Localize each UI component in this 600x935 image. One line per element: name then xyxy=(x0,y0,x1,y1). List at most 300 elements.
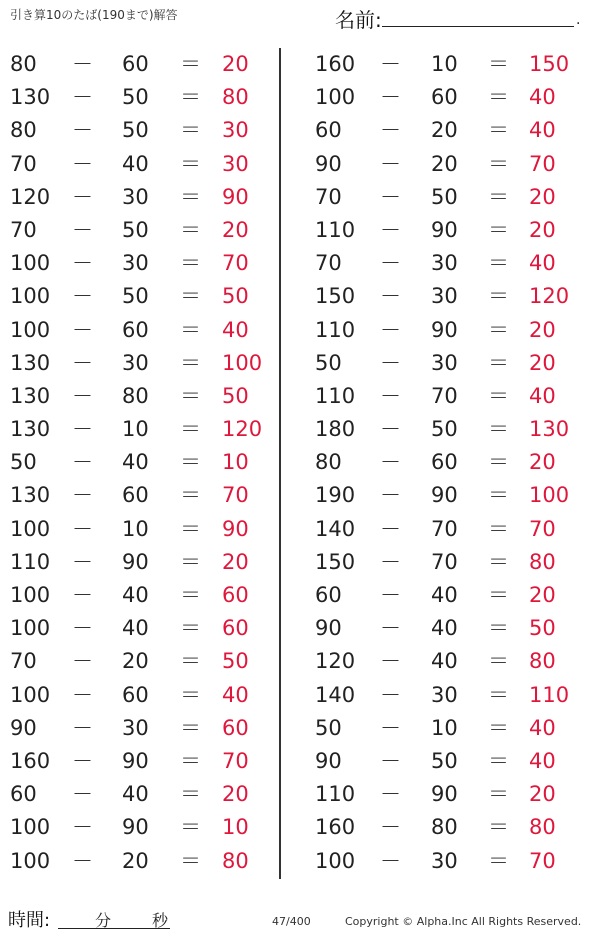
minus-sign: － xyxy=(72,417,93,442)
subtrahend: 20 xyxy=(431,118,458,143)
problem-row xyxy=(0,48,275,81)
minus-sign: － xyxy=(72,151,93,176)
problem-column-left xyxy=(0,48,275,878)
answer: 60 xyxy=(222,583,249,607)
minuend: 70 xyxy=(10,151,37,176)
subtrahend: 30 xyxy=(431,284,458,309)
answer: 80 xyxy=(222,85,249,110)
minuend: 100 xyxy=(10,251,51,276)
minuend: 140 xyxy=(315,682,356,707)
subtrahend: 60 xyxy=(122,317,149,342)
minus-sign: － xyxy=(380,217,401,242)
minuend: 80 xyxy=(10,52,37,76)
minuend: 160 xyxy=(315,815,356,840)
answer: 50 xyxy=(222,649,249,674)
subtrahend: 50 xyxy=(122,217,149,242)
problem-row xyxy=(300,181,600,214)
subtrahend: 40 xyxy=(122,583,149,607)
subtrahend: 40 xyxy=(122,151,149,176)
subtrahend: 90 xyxy=(431,782,458,807)
name-label: 名前: xyxy=(335,8,382,32)
answer: 20 xyxy=(529,184,556,209)
problem-row xyxy=(300,479,600,512)
equals-sign: ＝ xyxy=(180,118,201,143)
subtrahend: 50 xyxy=(431,748,458,773)
minuend: 90 xyxy=(315,616,342,641)
minuend: 50 xyxy=(315,715,342,740)
problem-row xyxy=(300,446,600,479)
minus-sign: － xyxy=(72,782,93,807)
problem-row xyxy=(300,247,600,280)
subtrahend: 30 xyxy=(122,184,149,209)
subtrahend: 30 xyxy=(431,251,458,276)
minuend: 60 xyxy=(315,583,342,607)
minuend: 120 xyxy=(315,649,356,674)
equals-sign: ＝ xyxy=(488,350,509,375)
minuend: 130 xyxy=(10,483,51,508)
minus-sign: － xyxy=(72,85,93,110)
minus-sign: － xyxy=(72,616,93,641)
equals-sign: ＝ xyxy=(488,184,509,209)
problem-row xyxy=(300,679,600,712)
minus-sign: － xyxy=(72,848,93,873)
equals-sign: ＝ xyxy=(180,317,201,342)
equals-sign: ＝ xyxy=(180,217,201,242)
answer: 50 xyxy=(222,284,249,309)
problem-row xyxy=(300,645,600,678)
answer: 70 xyxy=(222,748,249,773)
subtrahend: 90 xyxy=(122,549,149,574)
page-number: 47/400 xyxy=(272,915,311,928)
minuend: 150 xyxy=(315,284,356,309)
minus-sign: － xyxy=(72,184,93,209)
minus-sign: － xyxy=(380,383,401,408)
minus-sign: － xyxy=(380,583,401,607)
answer: 20 xyxy=(222,782,249,807)
subtrahend: 50 xyxy=(122,284,149,309)
answer: 70 xyxy=(529,151,556,176)
problem-row xyxy=(0,347,275,380)
minus-sign: － xyxy=(380,118,401,143)
problem-row xyxy=(0,712,275,745)
equals-sign: ＝ xyxy=(180,52,201,76)
problem-row xyxy=(0,446,275,479)
subtrahend: 50 xyxy=(431,417,458,442)
subtrahend: 10 xyxy=(431,715,458,740)
problem-row xyxy=(0,612,275,645)
answer: 20 xyxy=(529,450,556,475)
minus-sign: － xyxy=(380,251,401,276)
problem-row xyxy=(0,645,275,678)
subtrahend: 30 xyxy=(122,251,149,276)
minus-sign: － xyxy=(380,417,401,442)
answer: 10 xyxy=(222,450,249,475)
subtrahend: 40 xyxy=(431,649,458,674)
equals-sign: ＝ xyxy=(488,715,509,740)
answer: 70 xyxy=(222,483,249,508)
equals-sign: ＝ xyxy=(488,583,509,607)
minuend: 100 xyxy=(10,516,51,541)
minus-sign: － xyxy=(380,748,401,773)
problem-row xyxy=(0,811,275,844)
problem-row xyxy=(300,347,600,380)
equals-sign: ＝ xyxy=(180,151,201,176)
answer: 40 xyxy=(529,251,556,276)
problem-row xyxy=(300,579,600,612)
minus-sign: － xyxy=(72,715,93,740)
minuend: 150 xyxy=(315,549,356,574)
subtrahend: 90 xyxy=(122,815,149,840)
equals-sign: ＝ xyxy=(180,483,201,508)
minus-sign: － xyxy=(72,52,93,76)
equals-sign: ＝ xyxy=(180,184,201,209)
problem-row xyxy=(300,612,600,645)
minuend: 130 xyxy=(10,85,51,110)
answer: 150 xyxy=(529,52,570,76)
minus-sign: － xyxy=(380,682,401,707)
problem-row xyxy=(300,314,600,347)
equals-sign: ＝ xyxy=(180,682,201,707)
problem-row xyxy=(0,679,275,712)
problem-row xyxy=(300,48,600,81)
equals-sign: ＝ xyxy=(180,715,201,740)
problem-row xyxy=(300,513,600,546)
minuend: 50 xyxy=(315,350,342,375)
equals-sign: ＝ xyxy=(488,682,509,707)
answer: 40 xyxy=(529,715,556,740)
answer: 20 xyxy=(529,217,556,242)
problem-row xyxy=(300,845,600,878)
minus-sign: － xyxy=(380,184,401,209)
equals-sign: ＝ xyxy=(180,649,201,674)
minutes-label: 分 xyxy=(95,911,112,930)
minuend: 100 xyxy=(10,848,51,873)
minuend: 180 xyxy=(315,417,356,442)
minus-sign: － xyxy=(380,52,401,76)
subtrahend: 10 xyxy=(122,516,149,541)
equals-sign: ＝ xyxy=(488,251,509,276)
answer: 90 xyxy=(222,184,249,209)
minus-sign: － xyxy=(380,616,401,641)
minus-sign: － xyxy=(72,251,93,276)
problem-row xyxy=(300,413,600,446)
minuend: 90 xyxy=(315,151,342,176)
subtrahend: 70 xyxy=(431,516,458,541)
subtrahend: 50 xyxy=(431,184,458,209)
minuend: 100 xyxy=(315,85,356,110)
problem-row xyxy=(0,314,275,347)
answer: 40 xyxy=(529,118,556,143)
equals-sign: ＝ xyxy=(180,251,201,276)
subtrahend: 50 xyxy=(122,85,149,110)
equals-sign: ＝ xyxy=(488,284,509,309)
equals-sign: ＝ xyxy=(488,450,509,475)
minuend: 50 xyxy=(10,450,37,475)
subtrahend: 40 xyxy=(122,782,149,807)
minus-sign: － xyxy=(72,815,93,840)
problem-row xyxy=(0,845,275,878)
answer: 10 xyxy=(222,815,249,840)
minuend: 160 xyxy=(10,748,51,773)
minuend: 120 xyxy=(10,184,51,209)
equals-sign: ＝ xyxy=(488,317,509,342)
subtrahend: 90 xyxy=(431,317,458,342)
equals-sign: ＝ xyxy=(488,649,509,674)
answer: 130 xyxy=(529,417,570,442)
equals-sign: ＝ xyxy=(488,52,509,76)
minus-sign: － xyxy=(72,317,93,342)
problem-row xyxy=(300,712,600,745)
problem-column-right xyxy=(300,48,600,878)
subtrahend: 40 xyxy=(431,616,458,641)
minuend: 190 xyxy=(315,483,356,508)
minus-sign: － xyxy=(72,383,93,408)
problem-row xyxy=(0,181,275,214)
problem-row xyxy=(300,546,600,579)
minus-sign: － xyxy=(72,748,93,773)
subtrahend: 20 xyxy=(431,151,458,176)
problem-row xyxy=(0,280,275,313)
equals-sign: ＝ xyxy=(488,616,509,641)
equals-sign: ＝ xyxy=(488,383,509,408)
equals-sign: ＝ xyxy=(488,748,509,773)
minus-sign: － xyxy=(380,649,401,674)
answer: 40 xyxy=(529,748,556,773)
subtrahend: 30 xyxy=(431,350,458,375)
minus-sign: － xyxy=(380,85,401,110)
answer: 20 xyxy=(529,782,556,807)
minus-sign: － xyxy=(380,284,401,309)
subtrahend: 30 xyxy=(431,848,458,873)
equals-sign: ＝ xyxy=(180,85,201,110)
equals-sign: ＝ xyxy=(180,748,201,773)
minuend: 110 xyxy=(315,782,356,807)
equals-sign: ＝ xyxy=(180,516,201,541)
subtrahend: 30 xyxy=(122,350,149,375)
minus-sign: － xyxy=(380,782,401,807)
subtrahend: 40 xyxy=(122,616,149,641)
minuend: 100 xyxy=(10,583,51,607)
subtrahend: 90 xyxy=(122,748,149,773)
minus-sign: － xyxy=(380,715,401,740)
subtrahend: 60 xyxy=(122,682,149,707)
answer: 100 xyxy=(222,350,263,375)
equals-sign: ＝ xyxy=(180,383,201,408)
problem-row xyxy=(0,380,275,413)
minuend: 80 xyxy=(10,118,37,143)
equals-sign: ＝ xyxy=(180,549,201,574)
answer: 70 xyxy=(529,848,556,873)
subtrahend: 70 xyxy=(431,549,458,574)
equals-sign: ＝ xyxy=(180,848,201,873)
problem-row xyxy=(0,114,275,147)
minuend: 100 xyxy=(10,682,51,707)
answer: 80 xyxy=(529,815,556,840)
seconds-label: 秒 xyxy=(152,911,169,930)
subtrahend: 60 xyxy=(431,85,458,110)
minus-sign: － xyxy=(72,450,93,475)
equals-sign: ＝ xyxy=(180,450,201,475)
problem-row xyxy=(300,148,600,181)
equals-sign: ＝ xyxy=(488,151,509,176)
problem-row xyxy=(300,114,600,147)
answer: 100 xyxy=(529,483,570,508)
problem-row xyxy=(300,214,600,247)
minuend: 110 xyxy=(315,317,356,342)
answer: 20 xyxy=(222,52,249,76)
name-line-end: . xyxy=(576,12,581,28)
answer: 50 xyxy=(222,383,249,408)
subtrahend: 60 xyxy=(122,483,149,508)
subtrahend: 80 xyxy=(431,815,458,840)
subtrahend: 70 xyxy=(431,383,458,408)
equals-sign: ＝ xyxy=(180,350,201,375)
minuend: 110 xyxy=(315,383,356,408)
minus-sign: － xyxy=(72,350,93,375)
minuend: 70 xyxy=(10,217,37,242)
problem-row xyxy=(0,778,275,811)
minuend: 90 xyxy=(315,748,342,773)
subtrahend: 20 xyxy=(122,649,149,674)
minus-sign: － xyxy=(72,549,93,574)
answer: 30 xyxy=(222,151,249,176)
copyright: Copyright © Alpha.Inc All Rights Reserved. xyxy=(345,915,582,928)
answer: 120 xyxy=(529,284,570,309)
minuend: 60 xyxy=(315,118,342,143)
equals-sign: ＝ xyxy=(488,417,509,442)
problem-row xyxy=(0,579,275,612)
minus-sign: － xyxy=(380,450,401,475)
equals-sign: ＝ xyxy=(488,516,509,541)
minus-sign: － xyxy=(380,350,401,375)
minuend: 160 xyxy=(315,52,356,76)
minus-sign: － xyxy=(380,848,401,873)
subtrahend: 30 xyxy=(431,682,458,707)
answer: 30 xyxy=(222,118,249,143)
equals-sign: ＝ xyxy=(488,549,509,574)
problem-row xyxy=(300,745,600,778)
minus-sign: － xyxy=(72,682,93,707)
minuend: 100 xyxy=(10,284,51,309)
answer: 20 xyxy=(222,549,249,574)
minus-sign: － xyxy=(72,118,93,143)
name-line xyxy=(382,26,574,27)
equals-sign: ＝ xyxy=(180,583,201,607)
answer: 110 xyxy=(529,682,570,707)
answer: 90 xyxy=(222,516,249,541)
time-label: 時間: xyxy=(8,910,51,931)
answer: 20 xyxy=(529,350,556,375)
minuend: 60 xyxy=(10,782,37,807)
problem-row xyxy=(0,479,275,512)
minuend: 70 xyxy=(315,184,342,209)
minus-sign: － xyxy=(380,549,401,574)
minus-sign: － xyxy=(380,151,401,176)
subtrahend: 80 xyxy=(122,383,149,408)
equals-sign: ＝ xyxy=(180,815,201,840)
subtrahend: 50 xyxy=(122,118,149,143)
equals-sign: ＝ xyxy=(488,848,509,873)
minus-sign: － xyxy=(380,516,401,541)
problem-row xyxy=(300,811,600,844)
problem-row xyxy=(300,380,600,413)
subtrahend: 90 xyxy=(431,483,458,508)
minuend: 100 xyxy=(10,616,51,641)
problem-row xyxy=(300,81,600,114)
minuend: 130 xyxy=(10,350,51,375)
subtrahend: 10 xyxy=(431,52,458,76)
minuend: 80 xyxy=(315,450,342,475)
equals-sign: ＝ xyxy=(180,417,201,442)
answer: 80 xyxy=(222,848,249,873)
equals-sign: ＝ xyxy=(488,217,509,242)
minus-sign: － xyxy=(72,649,93,674)
answer: 80 xyxy=(529,549,556,574)
equals-sign: ＝ xyxy=(488,782,509,807)
minuend: 140 xyxy=(315,516,356,541)
answer: 120 xyxy=(222,417,263,442)
minuend: 70 xyxy=(315,251,342,276)
equals-sign: ＝ xyxy=(488,118,509,143)
answer: 20 xyxy=(529,583,556,607)
minus-sign: － xyxy=(72,583,93,607)
answer: 80 xyxy=(529,649,556,674)
answer: 50 xyxy=(529,616,556,641)
answer: 20 xyxy=(222,217,249,242)
problem-row xyxy=(0,214,275,247)
minuend: 100 xyxy=(10,815,51,840)
subtrahend: 90 xyxy=(431,217,458,242)
problem-row xyxy=(0,413,275,446)
minuend: 110 xyxy=(315,217,356,242)
minus-sign: － xyxy=(380,317,401,342)
problem-row xyxy=(0,546,275,579)
subtrahend: 10 xyxy=(122,417,149,442)
minus-sign: － xyxy=(72,516,93,541)
problem-row xyxy=(0,745,275,778)
minuend: 110 xyxy=(10,549,51,574)
answer: 40 xyxy=(529,383,556,408)
answer: 40 xyxy=(222,682,249,707)
subtrahend: 60 xyxy=(431,450,458,475)
answer: 20 xyxy=(529,317,556,342)
equals-sign: ＝ xyxy=(488,815,509,840)
minuend: 70 xyxy=(10,649,37,674)
equals-sign: ＝ xyxy=(180,284,201,309)
problem-row xyxy=(0,81,275,114)
answer: 60 xyxy=(222,715,249,740)
subtrahend: 30 xyxy=(122,715,149,740)
answer: 40 xyxy=(529,85,556,110)
minuend: 100 xyxy=(315,848,356,873)
answer: 70 xyxy=(222,251,249,276)
minus-sign: － xyxy=(72,217,93,242)
minuend: 130 xyxy=(10,383,51,408)
minuend: 90 xyxy=(10,715,37,740)
subtrahend: 20 xyxy=(122,848,149,873)
answer: 70 xyxy=(529,516,556,541)
worksheet-title: 引き算10のたば(190まで)解答 xyxy=(10,8,178,22)
problem-row xyxy=(0,247,275,280)
equals-sign: ＝ xyxy=(488,85,509,110)
equals-sign: ＝ xyxy=(488,483,509,508)
problem-row xyxy=(300,280,600,313)
minuend: 130 xyxy=(10,417,51,442)
subtrahend: 60 xyxy=(122,52,149,76)
equals-sign: ＝ xyxy=(180,782,201,807)
subtrahend: 40 xyxy=(431,583,458,607)
minuend: 100 xyxy=(10,317,51,342)
